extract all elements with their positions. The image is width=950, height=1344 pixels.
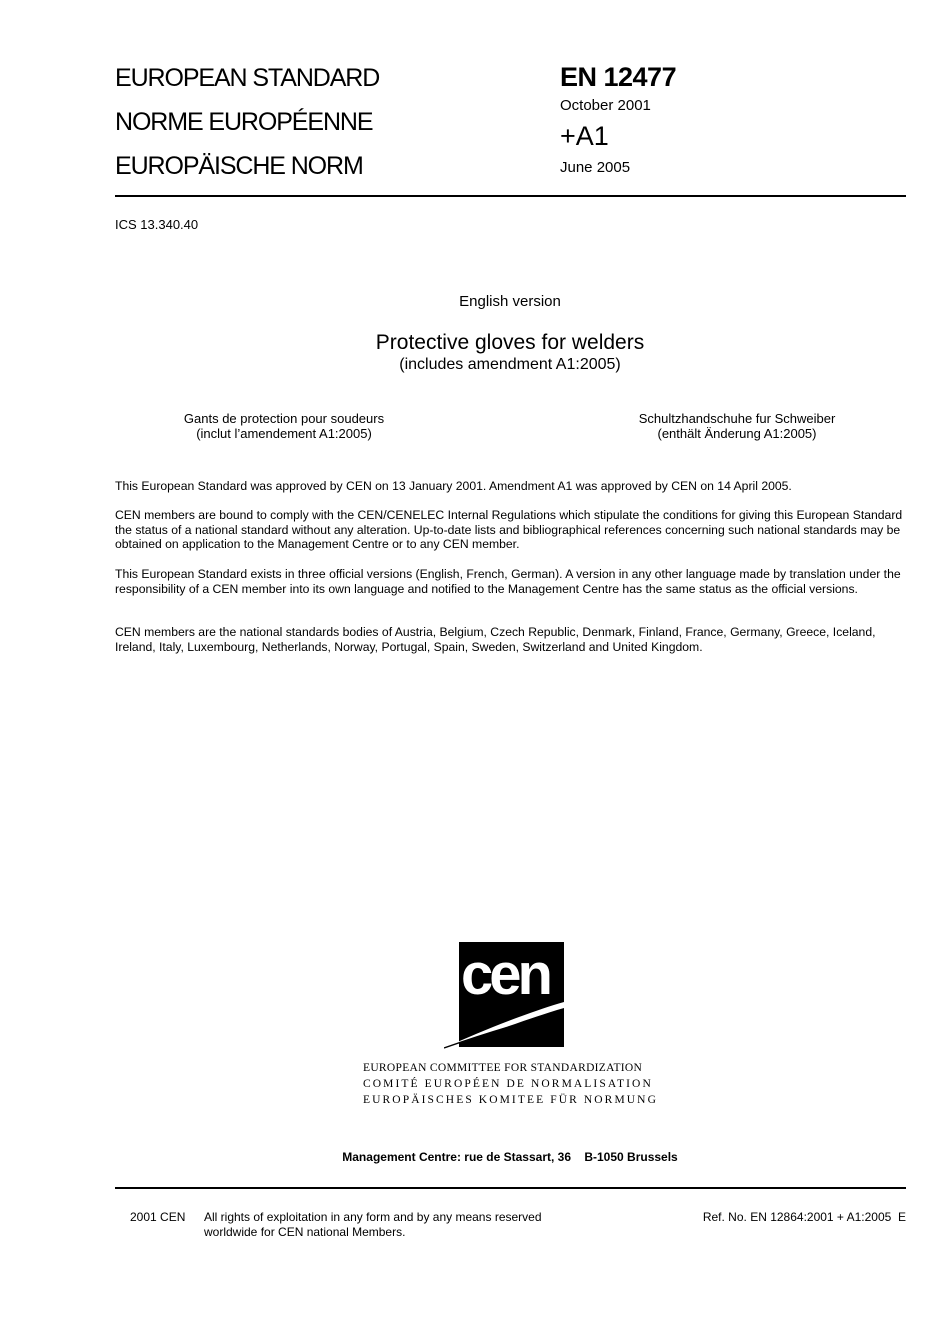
reference-number: Ref. No. EN 12864:2001 + A1:2005 E	[702, 1210, 906, 1224]
header-divider	[115, 195, 906, 197]
french-title	[134, 411, 434, 441]
german-title-line2: (enthält Änderung A1:2005)	[657, 426, 817, 441]
management-centre-address: Management Centre: rue de Stassart, 36 B-1050 Brussels	[342, 1150, 678, 1164]
rights-notice	[204, 1210, 542, 1239]
members-paragraph: CEN members are the national standards bodies of Austria, Belgium, Czech Republic, Denmark, Finland, France, Germany, Greece, Iceland, Ireland, Italy, Luxembourg, Netherlands, Norway, Portugal, Spain, Sweden, Switzerland and United Kingdom.	[115, 625, 876, 654]
ics-code: ICS 13.340.40	[115, 217, 199, 232]
cen-logo	[444, 942, 566, 1050]
copyright-notice: 2001 CEN	[130, 1210, 186, 1224]
amendment-date: June 2005	[560, 159, 631, 176]
rights-notice-line1: All rights of exploitation in any form and by any means reserved	[204, 1210, 542, 1224]
french-title-line1: Gants de protection pour soudeurs	[183, 411, 385, 426]
footer-divider	[115, 1187, 906, 1189]
rights-notice-line2: worldwide for CEN national Members.	[204, 1224, 406, 1239]
german-title-line1: Schultzhandschuhe fur Schweiber	[638, 411, 836, 426]
compliance-paragraph: CEN members are bound to comply with the CEN/CENELEC Internal Regulations which stipulate the conditions for giving this European Standard the status of a national standard without any alteration. Up-to-date lists and bibliographical references concerning such national standards may be obtained on application to the Management Centre or to any CEN member.	[115, 508, 903, 552]
committee-name-fr: COMITÉ EUROPÉEN DE NORMALISATION	[363, 1078, 653, 1090]
document-subtitle: (includes amendment A1:2005)	[399, 356, 621, 373]
document-title: Protective gloves for welders	[375, 331, 645, 354]
committee-name-de: EUROPÄISCHES KOMITEE FÜR NORMUNG	[363, 1094, 658, 1106]
publication-date: October 2001	[560, 97, 651, 114]
standard-title-en: EUROPEAN STANDARD	[115, 64, 380, 92]
versions-paragraph: This European Standard exists in three official versions (English, French, German). A version in any other language made by translation under the responsibility of a CEN member into its own language and notified to the Management Centre has the same status as the official versions.	[115, 567, 901, 596]
standard-title-de: EUROPÄISCHE NORM	[115, 152, 363, 180]
language-version: English version	[459, 293, 561, 310]
approval-paragraph: This European Standard was approved by CEN on 13 January 2001. Amendment A1 was approved by CEN on 14 April 2005.	[115, 479, 792, 493]
committee-name-en: EUROPEAN COMMITTEE FOR STANDARDIZATION	[363, 1062, 643, 1074]
cen-logo-text: cen	[461, 942, 549, 1007]
french-title-line2: (inclut l’amendement A1:2005)	[196, 426, 372, 441]
amendment-label: +A1	[560, 121, 609, 151]
german-title	[587, 411, 887, 441]
standard-number: EN 12477	[560, 62, 677, 92]
standard-title-fr: NORME EUROPÉENNE	[115, 108, 373, 136]
